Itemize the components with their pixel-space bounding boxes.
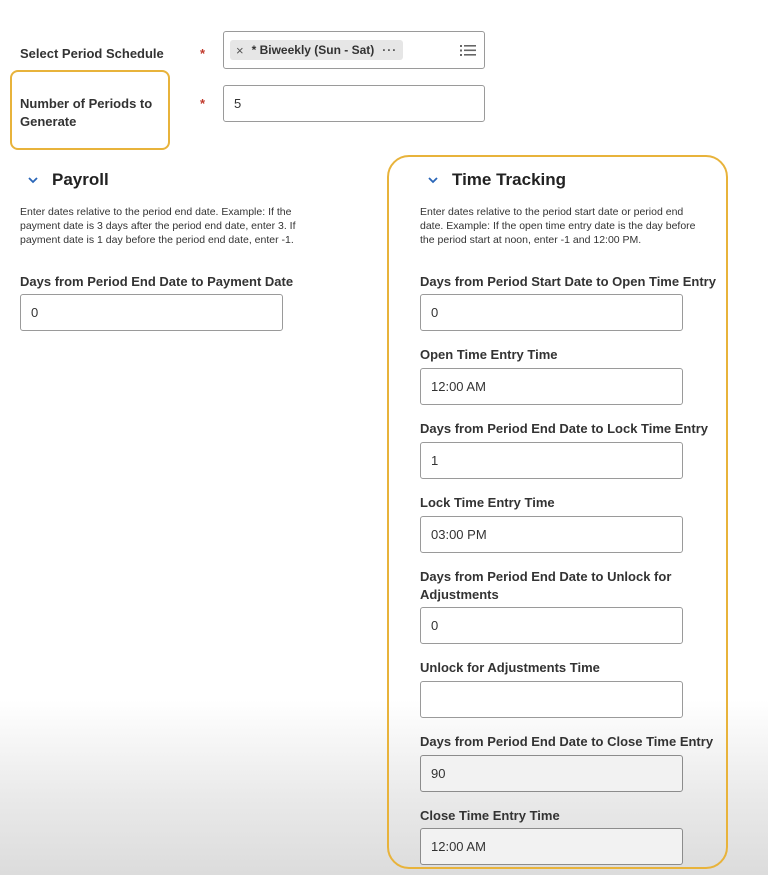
time-tracking-description: [420, 205, 720, 247]
payroll-description: [20, 205, 350, 247]
lock-entry-time-input[interactable]: 03:00 PM: [420, 516, 683, 553]
lock-entry-time-label: Lock Time Entry Time: [420, 495, 555, 510]
unlock-adjustments-time-label: Unlock for Adjustments Time: [420, 660, 600, 675]
payroll-desc-line: payment date is 3 days after the period end date, enter 3. If: [20, 220, 296, 232]
unlock-adjustments-days-label-line1: Days from Period End Date to Unlock for: [420, 569, 672, 584]
num-periods-label-line2: Generate: [20, 114, 77, 129]
payroll-title: Payroll: [52, 170, 109, 189]
open-entry-time-label: Open Time Entry Time: [420, 347, 558, 362]
chevron-down-icon[interactable]: [28, 173, 38, 187]
payment-date-input[interactable]: 0: [20, 294, 283, 331]
period-schedule-input[interactable]: [223, 31, 485, 69]
close-entry-days-input[interactable]: 90: [420, 755, 683, 792]
remove-selection-icon[interactable]: ×: [236, 42, 244, 58]
unlock-adjustments-time-input[interactable]: [420, 681, 683, 718]
payment-date-label: Days from Period End Date to Payment Date: [20, 274, 294, 289]
num-periods-required-mark: *: [200, 96, 206, 111]
time-tracking-desc-line: date. Example: If the open time entry date is the day before: [420, 220, 696, 232]
open-entry-days-label: Days from Period Start Date to Open Time Entry: [420, 274, 716, 289]
time-tracking-section-header[interactable]: [428, 170, 566, 190]
close-entry-days-label: Days from Period End Date to Close Time Entry: [420, 734, 714, 749]
more-options-icon[interactable]: ···: [382, 43, 398, 57]
unlock-adjustments-days-label-line2: Adjustments: [420, 587, 499, 602]
time-tracking-desc-line: Enter dates relative to the period start date or period end: [420, 206, 684, 218]
time-tracking-title: Time Tracking: [452, 170, 567, 189]
payroll-section-header[interactable]: [28, 170, 109, 190]
chevron-down-icon[interactable]: [428, 173, 438, 187]
time-tracking-desc-line: the period start at noon, enter -1 and 12:00 PM.: [420, 234, 642, 246]
payroll-desc-line: payment date is 1 day before the period end date, enter -1.: [20, 234, 294, 246]
unlock-adjustments-days-label: [420, 568, 671, 604]
payroll-desc-line: Enter dates relative to the period end date. Example: If the: [20, 206, 292, 218]
selected-period-value: * Biweekly (Sun - Sat): [251, 43, 375, 57]
lock-entry-days-input[interactable]: 1: [420, 442, 683, 479]
period-schedule-label: Select Period Schedule: [20, 46, 164, 61]
open-entry-days-input[interactable]: 0: [420, 294, 683, 331]
lock-entry-days-label: Days from Period End Date to Lock Time Entry: [420, 421, 708, 436]
num-periods-label-line1: Number of Periods to: [20, 96, 153, 111]
period-schedule-required-mark: *: [200, 46, 206, 61]
list-icon[interactable]: [460, 44, 476, 57]
unlock-adjustments-days-input[interactable]: 0: [420, 607, 683, 644]
open-entry-time-input[interactable]: 12:00 AM: [420, 368, 683, 405]
num-periods-label: [20, 95, 152, 131]
num-periods-input[interactable]: 5: [223, 85, 485, 122]
close-entry-time-label: Close Time Entry Time: [420, 808, 560, 823]
close-entry-time-input[interactable]: 12:00 AM: [420, 828, 683, 865]
selected-period-pill: [230, 40, 403, 60]
